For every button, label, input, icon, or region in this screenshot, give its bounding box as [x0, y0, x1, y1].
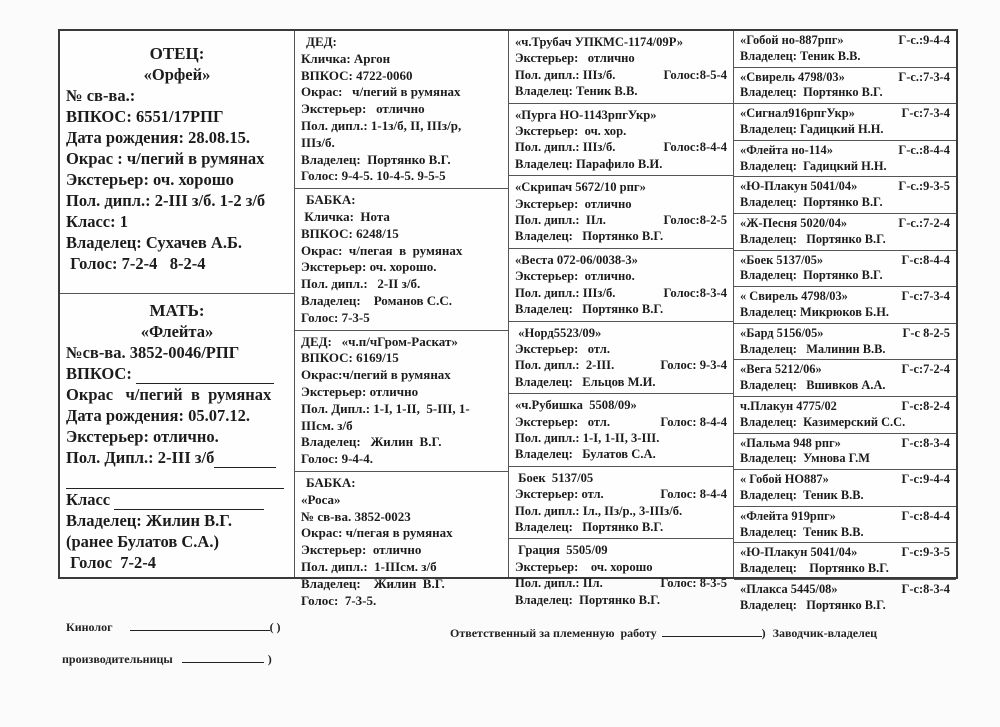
ggp-voice: Голос:8-3-4	[663, 285, 727, 300]
gggp-voice: Г-с.:7-2-4	[898, 215, 950, 230]
sire-line: Экстерьер: оч. хорошо	[66, 170, 234, 189]
ggp-row	[515, 139, 727, 155]
blank-line	[66, 473, 284, 489]
ggp-exterior: Экстерьер: отл.	[515, 414, 610, 429]
dam-line	[66, 447, 288, 468]
sire-line: Пол. дипл.: 2-III з/б. 1-2 з/б	[66, 191, 266, 210]
gp-line: Экстерьер: отлично	[301, 542, 422, 558]
gp-line: Владелец: Жилин В.Г.	[301, 434, 442, 450]
gp-line: Пол. Дипл.: 1-I, 1-II, 5-III, 1-	[301, 400, 470, 416]
signature-line	[662, 624, 762, 637]
gggp-row	[740, 399, 950, 415]
ggp-owner: Владелец: Портянко В.Г.	[515, 229, 664, 244]
gp-line: IIIсм. з/б	[301, 417, 353, 433]
ggp-voice: Голос: 8-4-4	[660, 487, 727, 502]
ggp-row	[515, 67, 727, 83]
gggp-owner: Владелец: Микрюков Б.Н.	[740, 304, 890, 319]
ggp-row	[515, 212, 727, 228]
gggp-voice: Г-с 8-2-5	[902, 325, 950, 340]
gggp-row	[740, 70, 950, 86]
great-grandparent-cell	[509, 104, 733, 177]
ggp-name: «ч.Рубишка 5508/09»	[515, 398, 637, 413]
great-great-grandparent-cell	[734, 580, 956, 616]
gp-line: Кличка: Нота	[301, 208, 390, 224]
sire-line: Владелец: Сухачев А.Б.	[66, 233, 243, 252]
ggp-owner: Владелец: Ельцов М.И.	[515, 374, 656, 389]
ggp-diploma: Пол. дипл.: Iл., IIз/р., 3-IIIз/б.	[515, 503, 683, 518]
ggp-owner: Владелец: Теник В.В.	[515, 84, 638, 99]
ggp-voice: Голос:8-4-4	[663, 140, 727, 155]
gggp-row	[740, 545, 950, 561]
gggp-voice: Г-с:9-4-4	[901, 472, 950, 487]
ggp-diploma: Пол. дипл.: IIл.	[515, 576, 603, 591]
great-great-grandparent-cell	[734, 104, 956, 141]
great-great-grandparent-cell	[734, 214, 956, 251]
grandparent-cell	[295, 472, 508, 612]
dam-line: Владелец: Жилин В.Г.	[66, 511, 232, 530]
great-grandparent-cell	[509, 539, 733, 611]
dam-class-label: Класс	[66, 490, 111, 509]
ggp-row	[515, 285, 727, 301]
dam-diploma: Пол. Дипл.: 2-III з/б	[66, 448, 215, 467]
gp-line: БАБКА:	[306, 474, 356, 490]
sire-line: Дата рождения: 28.08.15.	[66, 128, 250, 147]
dam-cell	[60, 294, 294, 577]
gggp-row	[740, 33, 950, 49]
great-great-grandparent-cell	[734, 287, 956, 324]
gggp-row	[740, 216, 950, 232]
gp-line: Окрас: ч/пегая в румянах	[301, 242, 463, 258]
ggp-owner: Владелец: Булатов С.А.	[515, 447, 656, 462]
gggp-owner: Владелец: Теник В.В.	[740, 487, 864, 502]
ggp-exterior: Экстерьер: оч. хорошо	[515, 559, 653, 574]
ggp-owner: Владелец: Портянко В.Г.	[515, 592, 660, 607]
dam-line: (ранее Булатов С.А.)	[66, 532, 219, 551]
gggp-voice: Г-с:8-3-4	[901, 581, 950, 596]
gp-line: IIIз/б.	[301, 134, 335, 150]
great-great-grandparent-cell	[734, 141, 956, 178]
dam-line: Окрас ч/пегий в румянах	[66, 385, 272, 404]
ggp-diploma: Пол. дипл.: IIIз/б.	[515, 67, 616, 82]
dam-blank-line	[66, 468, 288, 489]
great-grandparent-cell	[509, 31, 733, 104]
ggp-voice: Голос:8-2-5	[663, 213, 727, 228]
paren: )	[761, 626, 766, 640]
great-grandparent-cell	[509, 249, 733, 322]
dam-line: Экстерьер: отлично.	[66, 427, 219, 446]
producer-signature	[62, 650, 272, 667]
ggp-name: Боек 5137/05	[515, 470, 594, 485]
gggp-row	[740, 253, 950, 269]
ggp-exterior: Экстерьер: оч. хор.	[515, 124, 627, 139]
ggp-row	[515, 575, 727, 591]
great-grandparent-cell	[509, 176, 733, 249]
gggp-name: « Гобой НО887»	[740, 472, 829, 487]
sire-line: ВПКОС: 6551/17РПГ	[66, 107, 224, 126]
grandparent-cell	[295, 31, 508, 189]
great-great-grandparent-cell	[734, 251, 956, 288]
sire-line: № св-ва.:	[66, 86, 136, 105]
gggp-row	[740, 509, 950, 525]
gggp-voice: Г-с:7-2-4	[901, 362, 950, 377]
dam-vpkos-label: ВПКОС:	[66, 364, 132, 383]
dam-name: «Флейта»	[140, 322, 214, 341]
breeding-work-signature	[450, 624, 877, 641]
sire-cell	[60, 31, 294, 294]
grandparents-column	[295, 31, 509, 608]
ggp-owner: Владелец: Портянко В.Г.	[515, 519, 664, 534]
cynologist-signature	[66, 618, 281, 635]
gp-line: Голос: 9-4-5. 10-4-5. 9-5-5	[301, 168, 446, 184]
gggp-owner: Владелец: Казимерский С.С.	[740, 414, 906, 429]
sire-line: Класс: 1	[66, 212, 128, 231]
ggp-owner: Владелец: Портянко В.Г.	[515, 302, 664, 317]
ggp-diploma: Пол. дипл.: 2-III.	[515, 358, 615, 373]
gp-line: «Роса»	[301, 491, 341, 507]
gggp-row	[740, 362, 950, 378]
gp-line: Окрас: ч/пегий в румянах	[301, 84, 461, 100]
gp-line: № св-ва. 3852-0023	[301, 508, 411, 524]
gggp-name: «Флейта но-114»	[740, 142, 833, 157]
ggp-exterior: Экстерьер: отлично	[515, 51, 635, 66]
gp-line: ВПКОС: 6248/15	[301, 225, 399, 241]
dam-title: МАТЬ:	[149, 301, 205, 320]
gggp-voice: Г-с:8-4-4	[901, 252, 950, 267]
great-great-grandparent-cell	[734, 470, 956, 507]
ggp-row	[515, 357, 727, 373]
gp-line: ВПКОС: 4722-0060	[301, 67, 413, 83]
great-grandparent-cell	[509, 467, 733, 540]
ggp-exterior: Экстерьер: отлично	[515, 196, 632, 211]
gggp-row	[740, 106, 950, 122]
gggp-owner: Владелец: Теник В.В.	[740, 524, 864, 539]
gggp-owner: Владелец: Умнова Г.М	[740, 451, 870, 466]
paren: )	[267, 652, 272, 666]
ggp-row	[515, 486, 727, 502]
breeder-owner-label: Заводчик-владелец	[772, 626, 878, 640]
ggp-voice: Голос:8-5-4	[663, 67, 727, 82]
dam-line: №св-ва. 3852-0046/РПГ	[66, 343, 240, 362]
dam-line	[66, 363, 288, 384]
gggp-owner: Владелец: Теник В.В.	[740, 48, 861, 63]
ggp-name: Грация 5505/09	[515, 543, 608, 558]
gggp-row	[740, 472, 950, 488]
gggp-owner: Владелец: Портянко В.Г.	[740, 85, 883, 100]
ggp-name: «ч.Трубач УПКМС-1174/09Р»	[515, 35, 684, 49]
great-great-grandparent-cell	[734, 31, 956, 68]
gggp-owner: Владелец: Вшивков А.А.	[740, 378, 886, 393]
gggp-voice: Г-с.:7-3-4	[898, 69, 950, 84]
gggp-owner: Владелец: Портянко В.Г.	[740, 231, 886, 246]
gggp-name: «Сигнал916рпгУкр»	[740, 106, 855, 121]
gggp-name: «Свирель 4798/03»	[740, 69, 845, 84]
signature-line	[130, 618, 270, 631]
great-great-grandparent-cell	[734, 360, 956, 397]
grandparent-cell	[295, 189, 508, 330]
great-great-grandparent-cell	[734, 397, 956, 434]
gp-line: Голос: 7-3-5	[301, 309, 370, 325]
gp-line: Окрас:ч/пегий в румянах	[301, 367, 451, 383]
gggp-voice: Г-с.:8-4-4	[898, 142, 950, 157]
gggp-row	[740, 289, 950, 305]
gp-line: БАБКА:	[306, 192, 356, 208]
gggp-name: «Пальма 948 рпг»	[740, 435, 841, 450]
gggp-owner: Владелец: Малинин В.В.	[740, 341, 886, 356]
gggp-row	[740, 436, 950, 452]
ggp-exterior: Экстерьер: отл.	[515, 487, 604, 502]
ggp-voice: Голос: 8-4-4	[660, 414, 727, 429]
ggp-exterior: Экстерьер: отлично.	[515, 269, 635, 284]
cynologist-label: Кинолог	[66, 620, 113, 634]
gggp-voice: Г-с:9-3-5	[901, 545, 950, 560]
gp-line: Голос: 9-4-4.	[301, 451, 374, 467]
grandparent-cell	[295, 331, 508, 472]
great-great-grandparent-cell	[734, 324, 956, 361]
great-great-grandparent-cell	[734, 177, 956, 214]
gp-line: Пол. дипл.: 1-IIIсм. з/б	[301, 558, 437, 574]
blank-line	[114, 494, 264, 510]
gp-line: Экстерьер: отлично	[301, 383, 419, 399]
breeding-label: Ответственный за племенную работу	[450, 626, 657, 640]
gp-line: Владелец: Портянко В.Г.	[301, 151, 451, 167]
parents-column	[60, 31, 295, 577]
gggp-voice: Г-с:7-3-4	[901, 289, 950, 304]
great-grandparent-cell	[509, 394, 733, 467]
gp-line: Владелец: Жилин В.Г.	[301, 575, 445, 591]
ggp-diploma: Пол. дипл.: IIIз/б.	[515, 285, 616, 300]
sire-line: Голос: 7-2-4 8-2-4	[66, 254, 206, 273]
gggp-name: «Боек 5137/05»	[740, 252, 824, 267]
blank-line	[214, 452, 276, 468]
ggp-row	[515, 414, 727, 430]
gggp-voice: Г-с:8-4-4	[901, 508, 950, 523]
gp-line: Экстерьер: оч. хорошо.	[301, 259, 437, 275]
gggp-voice: Г-с:8-3-4	[901, 435, 950, 450]
gggp-owner: Владелец: Гадицкий Н.Н.	[740, 121, 884, 136]
pedigree-table	[58, 29, 958, 612]
gp-line: Окрас: ч/пегая в румянах	[301, 525, 453, 541]
gp-line: ВПКОС: 6169/15	[301, 350, 399, 366]
gggp-name: «Гобой но-887рпг»	[740, 33, 844, 47]
ggp-voice: Голос: 8-3-5	[660, 576, 727, 591]
ggp-owner: Владелец: Парафило В.И.	[515, 156, 663, 171]
great-grandparents-column	[509, 31, 734, 607]
gggp-name: «Ю-Плакун 5041/04»	[740, 179, 858, 194]
gp-line: ДЕД:	[306, 34, 337, 49]
sire-title: ОТЕЦ:	[149, 44, 205, 63]
ggp-name: «Скрипач 5672/10 рпг»	[515, 180, 646, 195]
signature-line	[182, 650, 264, 663]
great-great-grandparent-cell	[734, 507, 956, 544]
gggp-row	[740, 582, 950, 598]
dam-line: Дата рождения: 05.07.12.	[66, 406, 250, 425]
sire-line: Окрас : ч/пегий в румянах	[66, 149, 265, 168]
gggp-name: «Ж-Песня 5020/04»	[740, 215, 848, 230]
gggp-voice: Г-с.:9-4-4	[898, 33, 950, 47]
gp-line: Пол. дипл.: 1-1з/б, II, IIIз/р,	[301, 117, 462, 133]
gggp-voice: Г-с:7-3-4	[901, 106, 950, 121]
great-great-grandparent-cell	[734, 434, 956, 471]
great-great-grandparent-cell	[734, 543, 956, 580]
gggp-owner: Владелец: Портянко В.Г.	[740, 561, 889, 576]
ggp-name: «Пурга НО-1143рпгУкр»	[515, 107, 657, 122]
ggp-exterior: Экстерьер: отл.	[515, 341, 610, 356]
great-great-grandparents-column	[734, 31, 956, 612]
gp-line: Экстерьер: отлично	[301, 101, 425, 117]
gggp-name: «Вега 5212/06»	[740, 362, 822, 377]
gggp-row	[740, 326, 950, 342]
gggp-name: «Плакса 5445/08»	[740, 581, 838, 596]
gp-line: Пол. дипл.: 2-II з/б.	[301, 276, 421, 292]
gggp-name: «Флейта 919рпг»	[740, 508, 836, 523]
ggp-name: «Веста 072-06/0038-3»	[515, 252, 638, 267]
ggp-diploma: Пол. дипл.: IIл.	[515, 213, 606, 228]
gp-line: Кличка: Аргон	[301, 50, 391, 66]
ggp-voice: Голос: 9-3-4	[660, 358, 727, 373]
producer-label: производительницы	[62, 652, 173, 666]
dam-line	[66, 489, 288, 510]
gggp-name: « Свирель 4798/03»	[740, 289, 848, 304]
gp-line: Владелец: Романов С.С.	[301, 292, 453, 308]
gggp-owner: Владелец: Портянко В.Г.	[740, 597, 886, 612]
ggp-name: «Норд5523/09»	[515, 325, 602, 340]
gggp-name: «Ю-Плакун 5041/04»	[740, 545, 858, 560]
great-grandparent-cell	[509, 322, 733, 395]
gp-line: Голос: 7-3-5.	[301, 592, 377, 608]
paren: ( )	[269, 620, 281, 634]
gggp-row	[740, 179, 950, 195]
gggp-voice: Г-с.:9-3-5	[898, 179, 950, 194]
gggp-owner: Владелец: Гадицкий Н.Н.	[740, 158, 887, 173]
sire-name: «Орфей»	[143, 65, 211, 84]
gggp-row	[740, 143, 950, 159]
gggp-owner: Владелец: Портянко В.Г.	[740, 268, 883, 283]
ggp-diploma: Пол. дипл.: IIIз/б.	[515, 140, 616, 155]
gp-line: ДЕД: «ч.п/чГром-Раскат»	[301, 333, 458, 349]
blank-line	[136, 368, 274, 384]
gggp-owner: Владелец: Портянко В.Г.	[740, 195, 883, 210]
dam-line: Голос 7-2-4	[66, 553, 157, 572]
gggp-name: ч.Плакун 4775/02	[740, 398, 837, 413]
great-great-grandparent-cell	[734, 68, 956, 105]
gggp-name: «Бард 5156/05»	[740, 325, 824, 340]
gggp-voice: Г-с:8-2-4	[901, 398, 950, 413]
ggp-diploma: Пол. дипл.: 1-I, 1-II, 3-III.	[515, 430, 660, 445]
